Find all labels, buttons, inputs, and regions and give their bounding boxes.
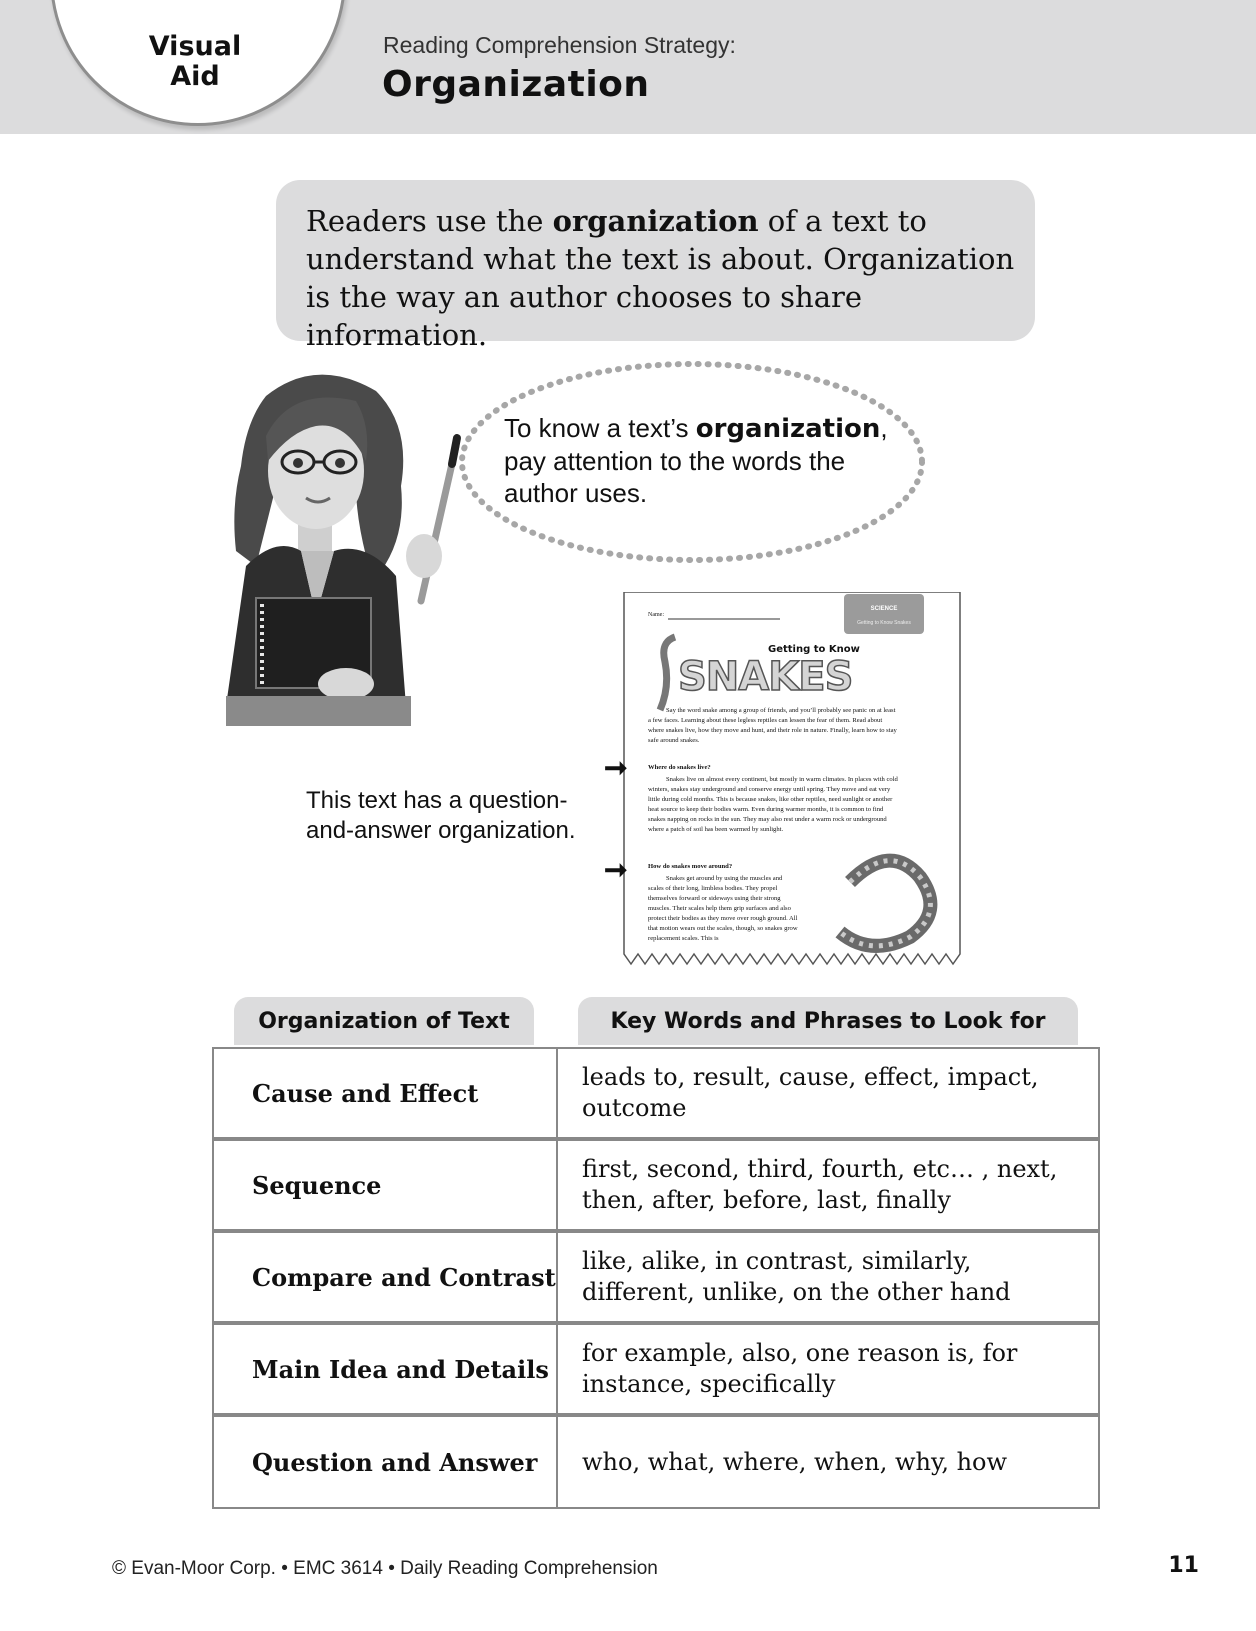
thumbnail-question-2: How do snakes move around? — [648, 863, 733, 870]
organization-cell: Question and Answer — [214, 1417, 558, 1507]
page-number: 11 — [1168, 1553, 1199, 1578]
header-band — [0, 0, 1256, 134]
thumbnail-title: SNAKES — [678, 654, 853, 700]
definition-box — [276, 180, 1035, 352]
bubble-part-2: , pay attention to the words the author uses. — [504, 413, 888, 508]
table-row — [214, 1141, 1098, 1233]
definition-part-1: Readers use the — [306, 204, 553, 238]
key-words-cell: who, what, where, when, why, how — [582, 1447, 1008, 1476]
speech-bubble-text — [504, 412, 924, 509]
thumbnail-tag-sub: Getting to Know Snakes — [857, 620, 911, 626]
key-words-cell: like, alike, in contrast, similarly, different, unlike, on the other hand — [582, 1247, 1011, 1306]
organization-cell: Sequence — [214, 1141, 558, 1229]
strategy-kicker: Reading Comprehension Strategy: — [383, 32, 736, 58]
arrow-question-2: ➞ — [604, 854, 628, 885]
table-row — [214, 1417, 1098, 1507]
table-row — [214, 1325, 1098, 1417]
thumbnail-kicker: Getting to Know — [768, 644, 860, 655]
page-title: Organization — [382, 64, 650, 105]
badge-line-1: Visual — [148, 31, 242, 62]
thumbnail-intro: Say the word snake among a group of friends, and you’ll probably see panic on at least a few faces. Learning about these legless reptiles can lessen the fear of them. Read about where snakes live, how they move and hunt, and their role in nature. Finally, learn how to stay safe around snakes. — [648, 707, 897, 744]
table-row — [214, 1049, 1098, 1141]
thumbnail-answer-2: Snakes get around by using the muscles and scales of their long, limbless bodies. They propel themselves forward or sideways using their strong muscles. Their scales help them grip surfaces and also protect their bodies as they move over rough ground. All that motion wears out the scales, though, so snakes grow replacement scales. This is — [648, 875, 798, 942]
arrow-question-1: ➞ — [604, 752, 628, 783]
key-words-cell: first, second, third, fourth, etc… , next, then, after, before, last, finally — [582, 1155, 1058, 1214]
thumbnail-tag: SCIENCE — [870, 606, 898, 612]
organization-table — [212, 1047, 1100, 1509]
table-row — [214, 1233, 1098, 1325]
thumbnail-question-1: Where do snakes live? — [648, 764, 711, 771]
organization-cell: Cause and Effect — [214, 1049, 558, 1137]
definition-text — [306, 202, 1016, 354]
key-words-cell: leads to, result, cause, effect, impact, outcome — [582, 1063, 1039, 1122]
example-caption: This text has a question-and-answer organization. — [306, 787, 576, 844]
organization-cell: Main Idea and Details — [214, 1325, 558, 1413]
thumbnail-name-label: Name: — [648, 612, 664, 618]
badge-label — [120, 32, 270, 92]
table-header-organization: Organization of Text — [234, 997, 534, 1045]
table-header-key-words: Key Words and Phrases to Look for — [578, 997, 1078, 1045]
definition-part-2: of a text to understand what the text is about. Organization is the way an author chooses to share information. — [306, 204, 1015, 352]
bubble-part-1: To know a text’s — [504, 413, 696, 443]
definition-bold: organization — [552, 204, 759, 238]
footer-copyright: © Evan-Moor Corp. • EMC 3614 • Daily Reading Comprehension — [112, 1558, 658, 1579]
bubble-bold: organization — [695, 414, 881, 444]
teacher-illustration — [206, 366, 466, 756]
key-words-cell: for example, also, one reason is, for instance, specifically — [582, 1339, 1018, 1398]
snakes-article-thumbnail — [620, 592, 966, 972]
badge-line-2: Aid — [170, 61, 220, 92]
thumbnail-answer-1: Snakes live on almost every continent, but mostly in warm climates. In places with cold winters, snakes stay underground and conserve energy until spring. They move and eat very little during cold months. This is because snakes, like other reptiles, need sunlight or another heat source to keep their bodies warm. Even during warmer months, it is common to find snakes napping on rocks in the sun. They may also rest under a warm rock or underground where a patch of soil has been warmed by sunlight. — [648, 776, 898, 833]
organization-cell: Compare and Contrast — [214, 1233, 558, 1321]
